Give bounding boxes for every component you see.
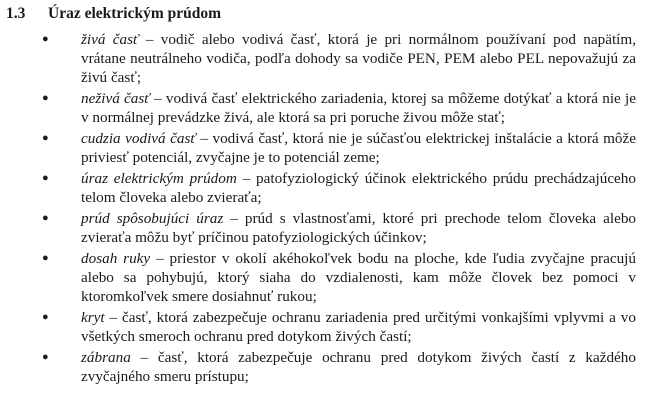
definition-term: zábrana <box>81 348 131 366</box>
bullet-icon: ● <box>42 132 49 145</box>
bullet-icon: ● <box>42 33 49 45</box>
definition-item <box>0 89 649 127</box>
definition-item <box>0 129 649 167</box>
definition-term: úraz elektrickým prúdom <box>81 169 237 187</box>
definition-text: – časť, ktorá zabezpečuje ochranu zariadenia pred určitými vonkajšími vplyvmi a vo všetkých smeroch ochranu pred dotykom živých častí; <box>81 308 636 346</box>
definition-list <box>0 30 649 388</box>
bullet-icon: ● <box>42 310 49 323</box>
definition-item <box>0 348 649 386</box>
bullet-icon: ● <box>42 350 49 363</box>
bullet-icon: ● <box>42 251 49 264</box>
definition-term: prúd spôsobujúci úraz <box>81 209 224 227</box>
bullet-icon: ● <box>42 211 49 224</box>
definition-item <box>0 249 649 307</box>
definition-term: živá časť <box>81 31 139 48</box>
definition-term: kryt <box>81 308 105 326</box>
definition-term: cudzia vodivá časť <box>81 130 196 148</box>
definition-term: neživá časť <box>81 90 150 108</box>
definition-item <box>0 169 649 207</box>
definition-text: – vodivá časť elektrického zariadenia, ktorej sa môžeme dotýkať a ktorá nie je v normálnej prevádzke živá, ale ktorá sa pri poruche živou môže stať; <box>81 90 636 127</box>
section-heading <box>6 4 221 24</box>
definition-text: – prúd s vlastnosťami, ktoré pri prechode telom človeka alebo zvieraťa môžu byť príčinou patofyziologických účinkov; <box>81 209 637 247</box>
definition-item <box>0 30 649 88</box>
definition-text: – priestor v okolí akéhokoľvek bodu na ploche, kde ľudia zvyčajne pracujú alebo sa pohybujú, ktorý siaha do vzdialenosti, kam môže človek bez pomoci v ktoromkoľvek smere dosiahnuť rukou; <box>81 249 636 306</box>
definition-item <box>0 209 649 247</box>
definition-text: – vodivá časť, ktorá nie je súčasťou elektrickej inštalácie a ktorá môže priviesť potenciál, zvyčajne je to potenciál zeme; <box>81 130 637 167</box>
section-number: 1.3 <box>6 5 26 22</box>
definition-text: – vodič alebo vodivá časť, ktorá je pri normálnom používaní pod napätím, vrátane neutrálneho vodiča, podľa dohody sa vodiče PEN, PEM alebo PEL nepovažujú za živú časť; <box>81 31 636 87</box>
bullet-icon: ● <box>42 171 49 184</box>
definition-item <box>0 308 649 346</box>
definition-text: – časť, ktorá zabezpečuje ochranu pred dotykom živých častí z každého zvyčajného smeru prístupu; <box>81 348 636 385</box>
definition-text: – patofyziologický účinok elektrického prúdu prechádzajúceho telom človeka alebo zvieraťa; <box>81 169 636 207</box>
definition-term: dosah ruky <box>81 249 151 267</box>
bullet-icon: ● <box>42 92 49 105</box>
section-title: Úraz elektrickým prúdom <box>48 5 222 22</box>
